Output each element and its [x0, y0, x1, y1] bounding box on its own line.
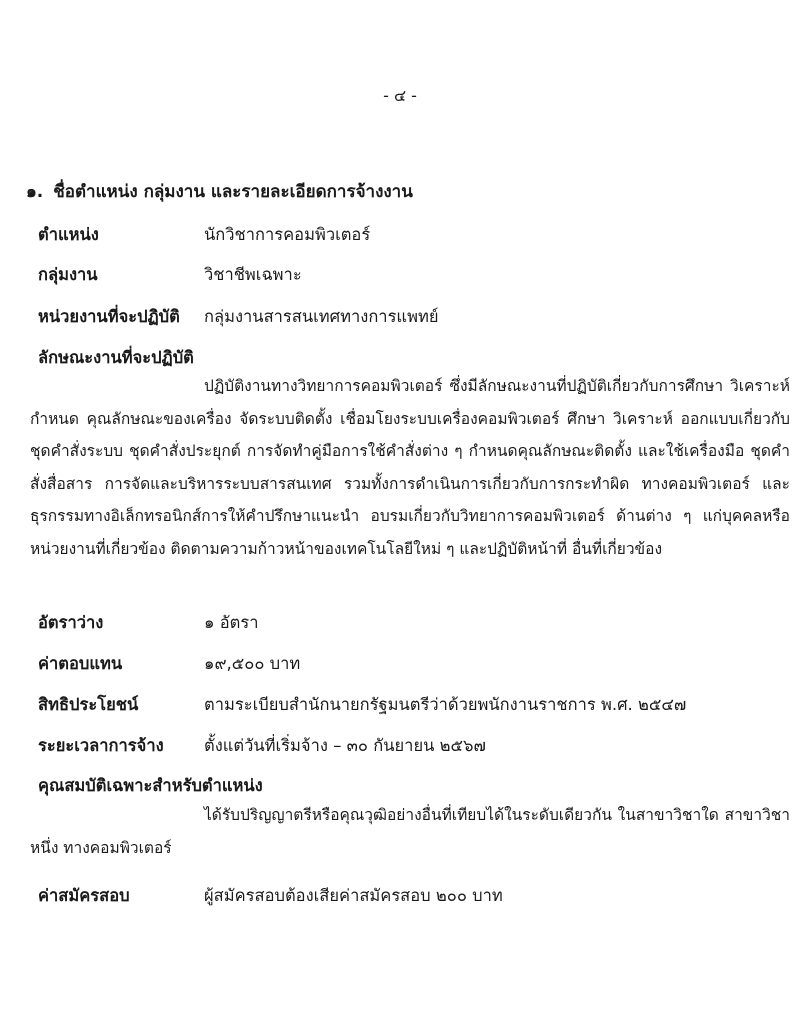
section-title: ชื่อตำแหน่ง กลุ่มงาน และรายละเอียดการจ้างงาน: [53, 182, 413, 202]
vacancy-label: อัตราว่าง: [38, 613, 104, 632]
fee-field: [38, 883, 503, 909]
unit-value: กลุ่มงานสารสนเทศทางการแพทย์: [204, 307, 439, 326]
position-field: [38, 222, 371, 248]
salary-label: ค่าตอบแทน: [38, 654, 123, 673]
fee-value: ผู้สมัครสอบต้องเสียค่าสมัครสอบ ๒๐๐ บาท: [204, 886, 503, 905]
period-value: ตั้งแต่วันที่เริ่มจ้าง – ๓๐ กันยายน ๒๕๖๗: [204, 736, 486, 755]
unit-label: หน่วยงานที่จะปฏิบัติ: [38, 307, 180, 326]
fee-label: ค่าสมัครสอบ: [38, 886, 130, 905]
duties-label: ลักษณะงานที่จะปฏิบัติ: [38, 348, 194, 367]
duties-text: ปฏิบัติงานทางวิทยาการคอมพิวเตอร์ ซึ่งมีลักษณะงานที่ปฏิบัติเกี่ยวกับการศึกษา วิเคราะห์กำหนด คุณลักษณะของเครื่อง จัดระบบติดตั้ง เชื่อมโยงระบบเครื่องคอมพิวเตอร์ ศึกษา วิเคราะห์ ออกแบบเกี่ยวกับ ชุดคำสั่งระบบ ชุดคำสั่งประยุกต์ การจัดทำคู่มือการใช้คำสั่งต่าง ๆ กำหนดคุณลักษณะติดตั้ง และใช้เครื่องมือ ชุดคำสั่งสื่อสาร การจัดและบริหารระบบสารสนเทศ รวมทั้งการดำเนินการเกี่ยวกับการกระทำผิด ทางคอมพิวเตอร์ และธุรกรรมทางอิเล็กทรอนิกส์การให้คำปรึกษาแนะนำ อบรมเกี่ยวกับวิทยาการคอมพิวเตอร์ ด้านต่าง ๆ แก่บุคคลหรือหน่วยงานที่เกี่ยวข้อง ติดตามความก้าวหน้าของเทคโนโลยีใหม่ ๆ และปฏิบัติหน้าที่ อื่นที่เกี่ยวข้อง: [30, 377, 790, 558]
qualifications-label: คุณสมบัติเฉพาะสำหรับตำแหน่ง: [38, 776, 263, 795]
page-number: - ๔ -: [383, 86, 417, 105]
benefits-label: สิทธิประโยชน์: [38, 695, 139, 714]
group-value: วิชาชีพเฉพาะ: [204, 265, 302, 284]
period-label: ระยะเวลาการจ้าง: [38, 736, 164, 755]
period-field: [38, 733, 486, 759]
group-field: [38, 262, 302, 288]
salary-field: [38, 651, 301, 677]
benefits-value: ตามระเบียบสำนักนายกรัฐมนตรีว่าด้วยพนักงานราชการ พ.ศ. ๒๕๔๗: [204, 695, 687, 714]
section-heading: [26, 178, 413, 205]
vacancy-value: ๑ อัตรา: [204, 613, 259, 632]
qualifications-text: ได้รับปริญญาตรีหรือคุณวุฒิอย่างอื่นที่เทียบได้ในระดับเดียวกัน ในสาขาวิชาใด สาขาวิชาหนึ่ง ทางคอมพิวเตอร์: [30, 806, 790, 857]
position-value: นักวิชาการคอมพิวเตอร์: [204, 225, 371, 244]
group-label: กลุ่มงาน: [38, 265, 98, 284]
vacancy-field: [38, 610, 259, 636]
benefits-field: [38, 692, 687, 718]
section-number: ๑.: [26, 182, 44, 202]
position-label: ตำแหน่ง: [38, 225, 99, 244]
unit-field: [38, 304, 439, 330]
salary-value: ๑๙,๕๐๐ บาท: [204, 654, 301, 673]
